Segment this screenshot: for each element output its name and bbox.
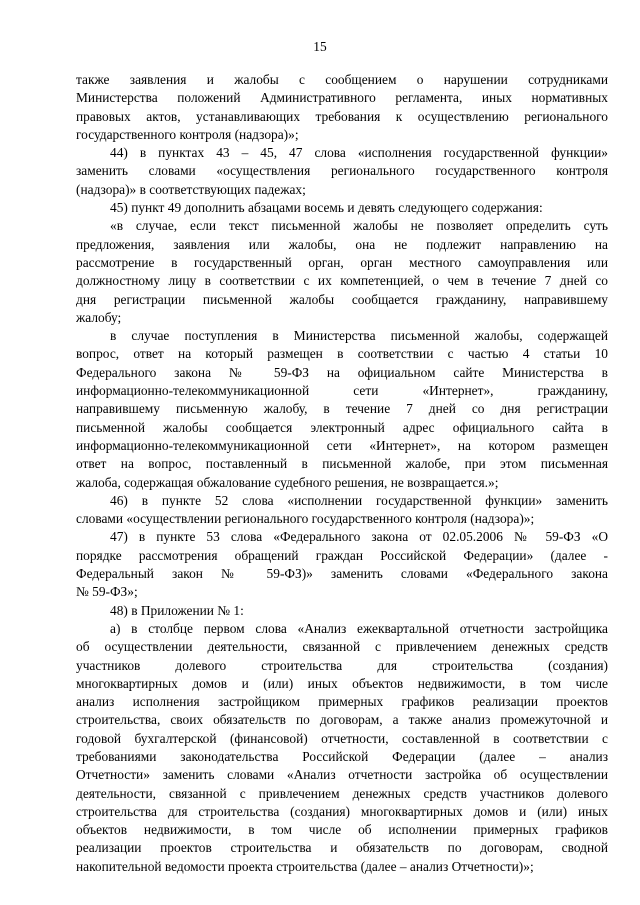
text-line: 45) пункт 49 дополнить абзацами восемь и девять следующего содержания: (110, 200, 543, 216)
text-line: Федеральный закон № 59-ФЗ)» заменить словами «Федерального закона (76, 566, 608, 582)
text-line: правовых актов, устанавливающих требования к осуществлению регионального (76, 108, 608, 124)
text-line: жалоба, содержащая обжалование судебного решения, не возвращается.»; (76, 474, 499, 490)
text-line: порядке рассмотрения обращений граждан Российской Федерации» (далее - (76, 547, 608, 563)
document-body (76, 71, 608, 876)
text-line: 48) в Приложении № 1: (110, 602, 244, 618)
text-line: информационно-телекоммуникационной сети «Интернет», гражданину, (76, 383, 608, 399)
text-line: «в случае, если текст письменной жалобы не позволяет определить суть (110, 218, 608, 234)
paragraph (76, 327, 608, 492)
text-line: многоквартирных домов и (или) иных объектов недвижимости, в том числе (76, 675, 608, 691)
paragraph (76, 602, 608, 620)
text-line: накопительной ведомости проекта строительства (далее – анализ Отчетности)»; (76, 858, 534, 874)
text-line: требованиями законодательства Российской Федерации (далее – анализ (76, 748, 608, 764)
text-line: 46) в пункте 52 слова «исполнении государственной функции» заменить (110, 492, 608, 508)
text-line: годовой бухгалтерской (финансовой) отчетности, составленной в соответствии с (76, 730, 608, 746)
text-line: дня регистрации письменной жалобы сообщается гражданину, направившему (76, 291, 608, 307)
paragraph (76, 144, 608, 199)
text-line: а) в столбце первом слова «Анализ ежеквартальной отчетности застройщика (110, 620, 608, 636)
text-line: объектов недвижимости, в том числе об исполнении примерных графиков (76, 822, 608, 838)
text-line: (надзора)» в соответствующих падежах; (76, 181, 306, 197)
text-line: 47) в пункте 53 слова «Федерального закона от 02.05.2006 № 59-ФЗ «О (110, 529, 608, 545)
text-line: заменить словами «осуществления регионального государственного контроля (76, 163, 608, 179)
paragraph (76, 71, 608, 144)
page-number: 15 (313, 39, 327, 54)
text-line: Федерального закона № 59-ФЗ на официальном сайте Министерства в (76, 364, 608, 380)
paragraph (76, 217, 608, 327)
text-line: государственного контроля (надзора)»; (76, 126, 299, 142)
text-line: Отчетности» заменить словами «Анализ отчетности застройка об осуществлении (76, 767, 608, 783)
text-line: словами «осуществлении регионального государственного контроля (надзора)»; (76, 511, 535, 527)
text-line: об осуществлении деятельности, связанной с привлечением денежных средств (76, 639, 608, 655)
text-line: в случае поступления в Министерства письменной жалобы, содержащей (110, 328, 608, 344)
text-line: информационно-телекоммуникационной сети «Интернет», на котором размещен (76, 437, 608, 453)
text-line: строительства для строительства (создания) многоквартирных домов и (или) иных (76, 803, 608, 819)
text-line: вопрос, ответ на который размещен в соответствии с частью 4 статьи 10 (76, 346, 608, 362)
text-line: реализации проектов строительства и обязательств по договорам, сводной (76, 840, 608, 856)
text-line: Министерства положений Административного регламента, иных нормативных (76, 90, 608, 106)
text-line: письменной жалобы сообщается электронный адрес официального сайта в (76, 419, 608, 435)
paragraph (76, 528, 608, 601)
text-line: № 59-ФЗ»; (76, 584, 138, 600)
text-line: 44) в пунктах 43 – 45, 47 слова «исполнения государственной функции» (110, 145, 608, 161)
text-line: деятельности, связанной с привлечением денежных средств участников долевого (76, 785, 608, 801)
text-line: участников долевого строительства для строительства (создания) (76, 657, 608, 673)
paragraph (76, 199, 608, 217)
text-line: направившему письменную жалобу, в течение 7 дней со дня регистрации (76, 401, 608, 417)
paragraph (76, 492, 608, 529)
text-line: должностному лицу в соответствии с их компетенцией, о чем в течение 7 дней со (76, 273, 608, 289)
text-line: ответ на вопрос, поставленный в письменной жалобе, при этом письменная (76, 456, 608, 472)
text-line: рассмотрение в государственный орган, орган местного самоуправления или (76, 254, 608, 270)
text-line: строительства, своих обязательств по договорам, а также анализ промежуточной и (76, 712, 608, 728)
paragraph (76, 620, 608, 876)
text-line: предложения, заявления или жалобы, она не подлежит направлению на (76, 236, 608, 252)
text-line: жалобу; (76, 309, 122, 325)
text-line: также заявления и жалобы с сообщением о нарушении сотрудниками (76, 72, 608, 87)
text-line: анализ исполнения застройщиком примерных графиков реализации проектов (76, 694, 608, 710)
